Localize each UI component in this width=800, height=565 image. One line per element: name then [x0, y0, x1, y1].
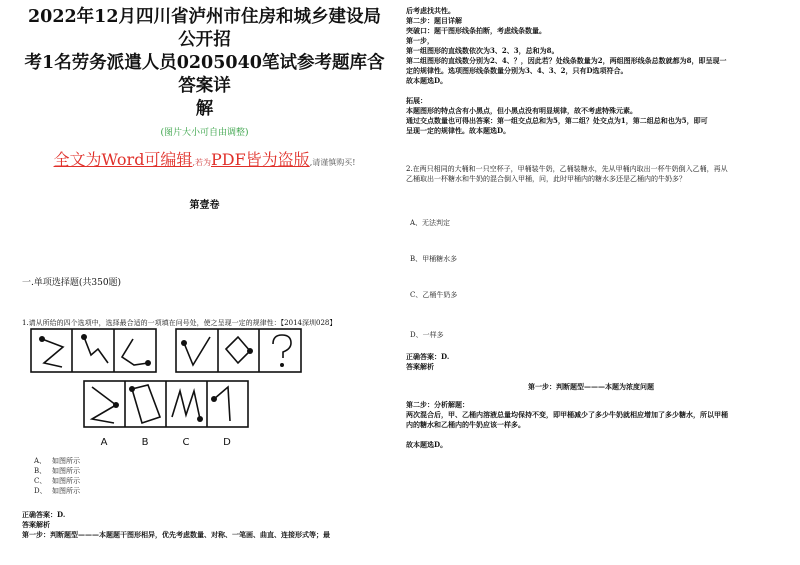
question-2-detail-line-2: 内的糖水和乙桶内的牛奶应该一样多。: [406, 420, 525, 429]
question-2-option-c[interactable]: C、乙桶牛奶多: [410, 291, 458, 299]
analysis-line: 第二步：题目详解: [406, 16, 462, 25]
option-d[interactable]: D、 如图所示: [34, 487, 80, 495]
question-1-answer: 正确答案：D.: [22, 510, 66, 519]
question-1-answer-block: [22, 510, 330, 540]
figure-group-1-frame: [31, 329, 156, 372]
question-2-option-b[interactable]: B、甲桶糖水多: [410, 255, 458, 263]
question-2-detail-line-1: 两次混合后，甲、乙桶内溶液总量均保持不变，即甲桶减少了多少牛奶就相应增加了多少糖水，所以甲桶: [406, 410, 728, 419]
question-1-options: [34, 456, 80, 496]
right-column: [406, 6, 776, 561]
option-label-a: A: [100, 437, 108, 448]
image-resize-note: (图片大小可自由调整): [160, 128, 249, 138]
question-1-text: 1.请从所给的四个选项中，选择最合适的一项填在问号处，使之呈现一定的规律性：【2014深圳028】: [22, 319, 337, 327]
question-2-option-a[interactable]: A、无法判定: [410, 219, 451, 227]
expand-label: 拓展：: [406, 96, 427, 105]
banner-caution: ,请谨慎购买!: [309, 158, 356, 167]
title-line-1: 2022年12月四川省泸州市住房和城乡建设局公开招: [27, 7, 382, 50]
banner-pdf-piracy: PDF皆为盗版: [210, 150, 310, 169]
banner-if: ,若为: [192, 158, 211, 167]
question-2-step1: 第一步：判断题型———本题为浓度问题: [528, 382, 654, 391]
question-2-text-line-2: 乙桶取出一杯糖水和牛奶的混合倒入甲桶，问，此时甲桶内的糖水多还是乙桶内的牛奶多？: [406, 175, 686, 183]
title-line-3: 解: [195, 99, 214, 119]
question-1-analysis-label: 答案解析: [22, 520, 50, 529]
question-1-step1: 第一步：判断题型———本题题干图形相异，优先考虑数量、对称、一笔画、曲直、连接形式等；最: [22, 530, 330, 539]
volume-heading: 第壹卷: [189, 200, 220, 211]
question-2-answer: 正确答案：D.: [406, 352, 450, 361]
expand-line: 本题图形的特点含有小黑点，但小黑点没有明显规律，故不考虑特殊元素。: [406, 106, 637, 115]
analysis-line: 第一组图形的直线数依次为3、2、3，总和为8。: [406, 46, 559, 55]
option-a[interactable]: A、 如图所示: [34, 457, 80, 465]
analysis-line: 后考虑找共性。: [406, 6, 455, 15]
question-1-figure: [30, 325, 330, 451]
question-2-conclusion: 故本题选D。: [406, 440, 448, 449]
question-2-option-d[interactable]: D、一样多: [410, 331, 444, 339]
left-column: [22, 6, 387, 561]
analysis-line: 第二组图形的直线数分别为2、4、？，因此若？处线条数量为2，两组图形线条总数就都为8，即呈现一: [406, 56, 727, 65]
option-label-d: D: [223, 437, 231, 448]
analysis-line: 定的规律性。选项图形线条数量分别为3、4、3、2，只有D选项符合。: [406, 66, 628, 75]
banner-word-editable: 全文为Word可编辑: [53, 150, 193, 169]
expand-line: 呈现一定的规律性。故本题选D。: [406, 126, 511, 135]
analysis-line: 突破口：题干图形线条拍断，考虑线条数量。: [406, 26, 546, 35]
expand-line: 通过交点数量也可得出答案：第一组交点总和为5，第二组？处交点为1，第二组总和也为5，即可: [406, 116, 708, 125]
edit-banner: [22, 147, 387, 170]
option-label-b: B: [141, 437, 149, 448]
document-title: [22, 6, 387, 121]
q1-analysis-continued: [406, 6, 776, 86]
question-2-step2: 第二步：分析解题：: [406, 400, 469, 409]
option-b[interactable]: B、 如图所示: [34, 467, 80, 475]
question-2-analysis-label: 答案解析: [406, 362, 434, 371]
section-heading: 一.单项选择题(共350题): [22, 278, 122, 288]
title-line-2: 考1名劳务派遣人员0205040笔试参考题库含答案详: [24, 53, 385, 96]
option-label-c: C: [182, 437, 190, 448]
analysis-line: 故本题选D。: [406, 76, 448, 85]
question-2-text-line-1: 2.在两只相同的大桶和一只空杯子，甲桶装牛奶，乙桶装糖水，先从甲桶内取出一杯牛奶倒入乙桶，再从: [406, 165, 728, 173]
option-c[interactable]: C、 如图所示: [34, 477, 80, 485]
analysis-line: 第一步，: [406, 36, 434, 45]
